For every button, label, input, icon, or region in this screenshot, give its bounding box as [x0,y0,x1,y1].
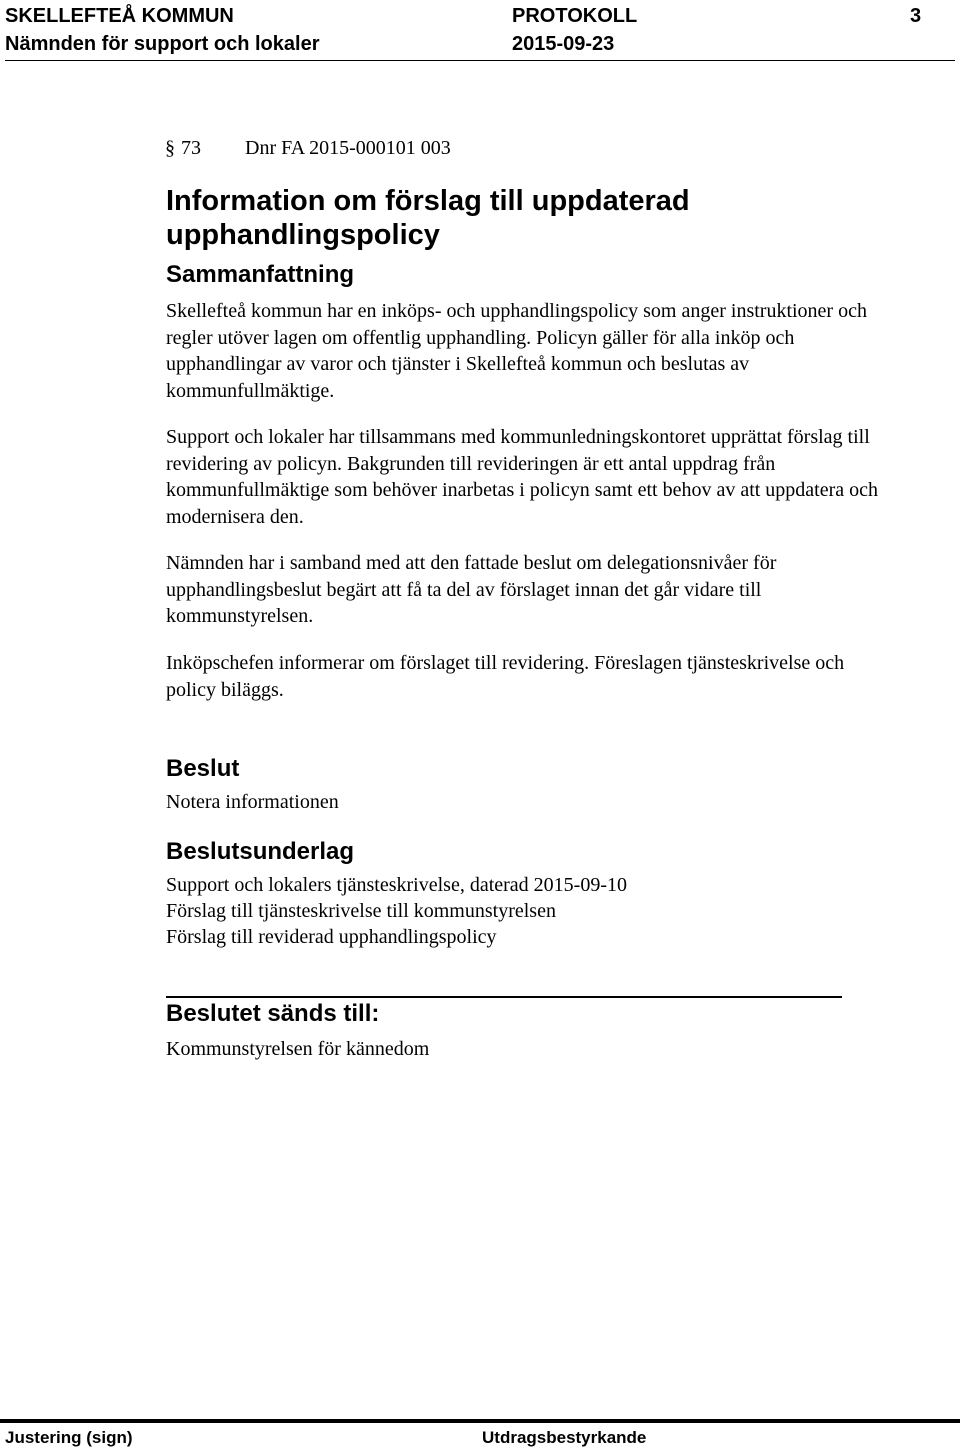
footer-certification-label: Utdragsbestyrkande [482,1428,647,1447]
sent-to-text: Kommunstyrelsen för kännedom [166,1038,430,1060]
summary-heading: Sammanfattning [166,261,355,288]
header-divider [5,60,955,61]
section-divider [166,996,842,998]
summary-paragraph: Skellefteå kommun har en inköps- och upphandlingspolicy som anger instruktioner och regler utöver lagen om offentlig upphandling. Policyn gäller för alla inköp och upphandlingar av varor och tjänster i Skellefteå kommun och beslutas av kommunfullmäktige. [166,300,867,402]
sent-to-heading: Beslutet sänds till: [166,1000,380,1027]
header-date: 2015-09-23 [512,33,615,55]
header-department: Nämnden för support och lokaler [5,33,320,55]
footer-divider [0,1419,960,1423]
summary-paragraph: Nämnden har i samband med att den fattade beslut om delegationsnivåer för upphandlingsbeslut begärt att få ta del av förslaget innan det går vidare till kommunstyrelsen. [166,552,777,627]
summary-paragraph: Inköpschefen informerar om förslaget till revidering. Föreslagen tjänsteskrivelse och policy biläggs. [166,652,845,701]
paragraph-number: 73 [181,137,201,159]
diary-number: Dnr FA 2015-000101 003 [245,137,451,159]
header-document-type: PROTOKOLL [512,5,638,27]
basis-item: Support och lokalers tjänsteskrivelse, daterad 2015-09-10 [166,874,627,896]
page-title: Information om förslag till uppdaterad upphandlingspolicy [166,185,690,251]
footer-signature-label: Justering (sign) [5,1428,133,1447]
basis-heading: Beslutsunderlag [166,838,355,865]
paragraph-sign: § [165,137,175,159]
summary-paragraph: Support och lokaler har tillsammans med kommunledningskontoret upprättat förslag till revidering av policyn. Bakgrunden till revideringen är ett antal uppdrag från kommunfullmäktige som behöver inarbetas i policyn samt ett behov av att uppdatera och modernisera den. [166,426,879,528]
decision-heading: Beslut [166,755,240,782]
decision-text: Notera informationen [166,791,339,813]
header-page-number: 3 [910,5,922,27]
basis-item: Förslag till tjänsteskrivelse till kommunstyrelsen [166,900,556,922]
header-organization: SKELLEFTEÅ KOMMUN [5,5,234,27]
basis-item: Förslag till reviderad upphandlingspolicy [166,926,497,948]
